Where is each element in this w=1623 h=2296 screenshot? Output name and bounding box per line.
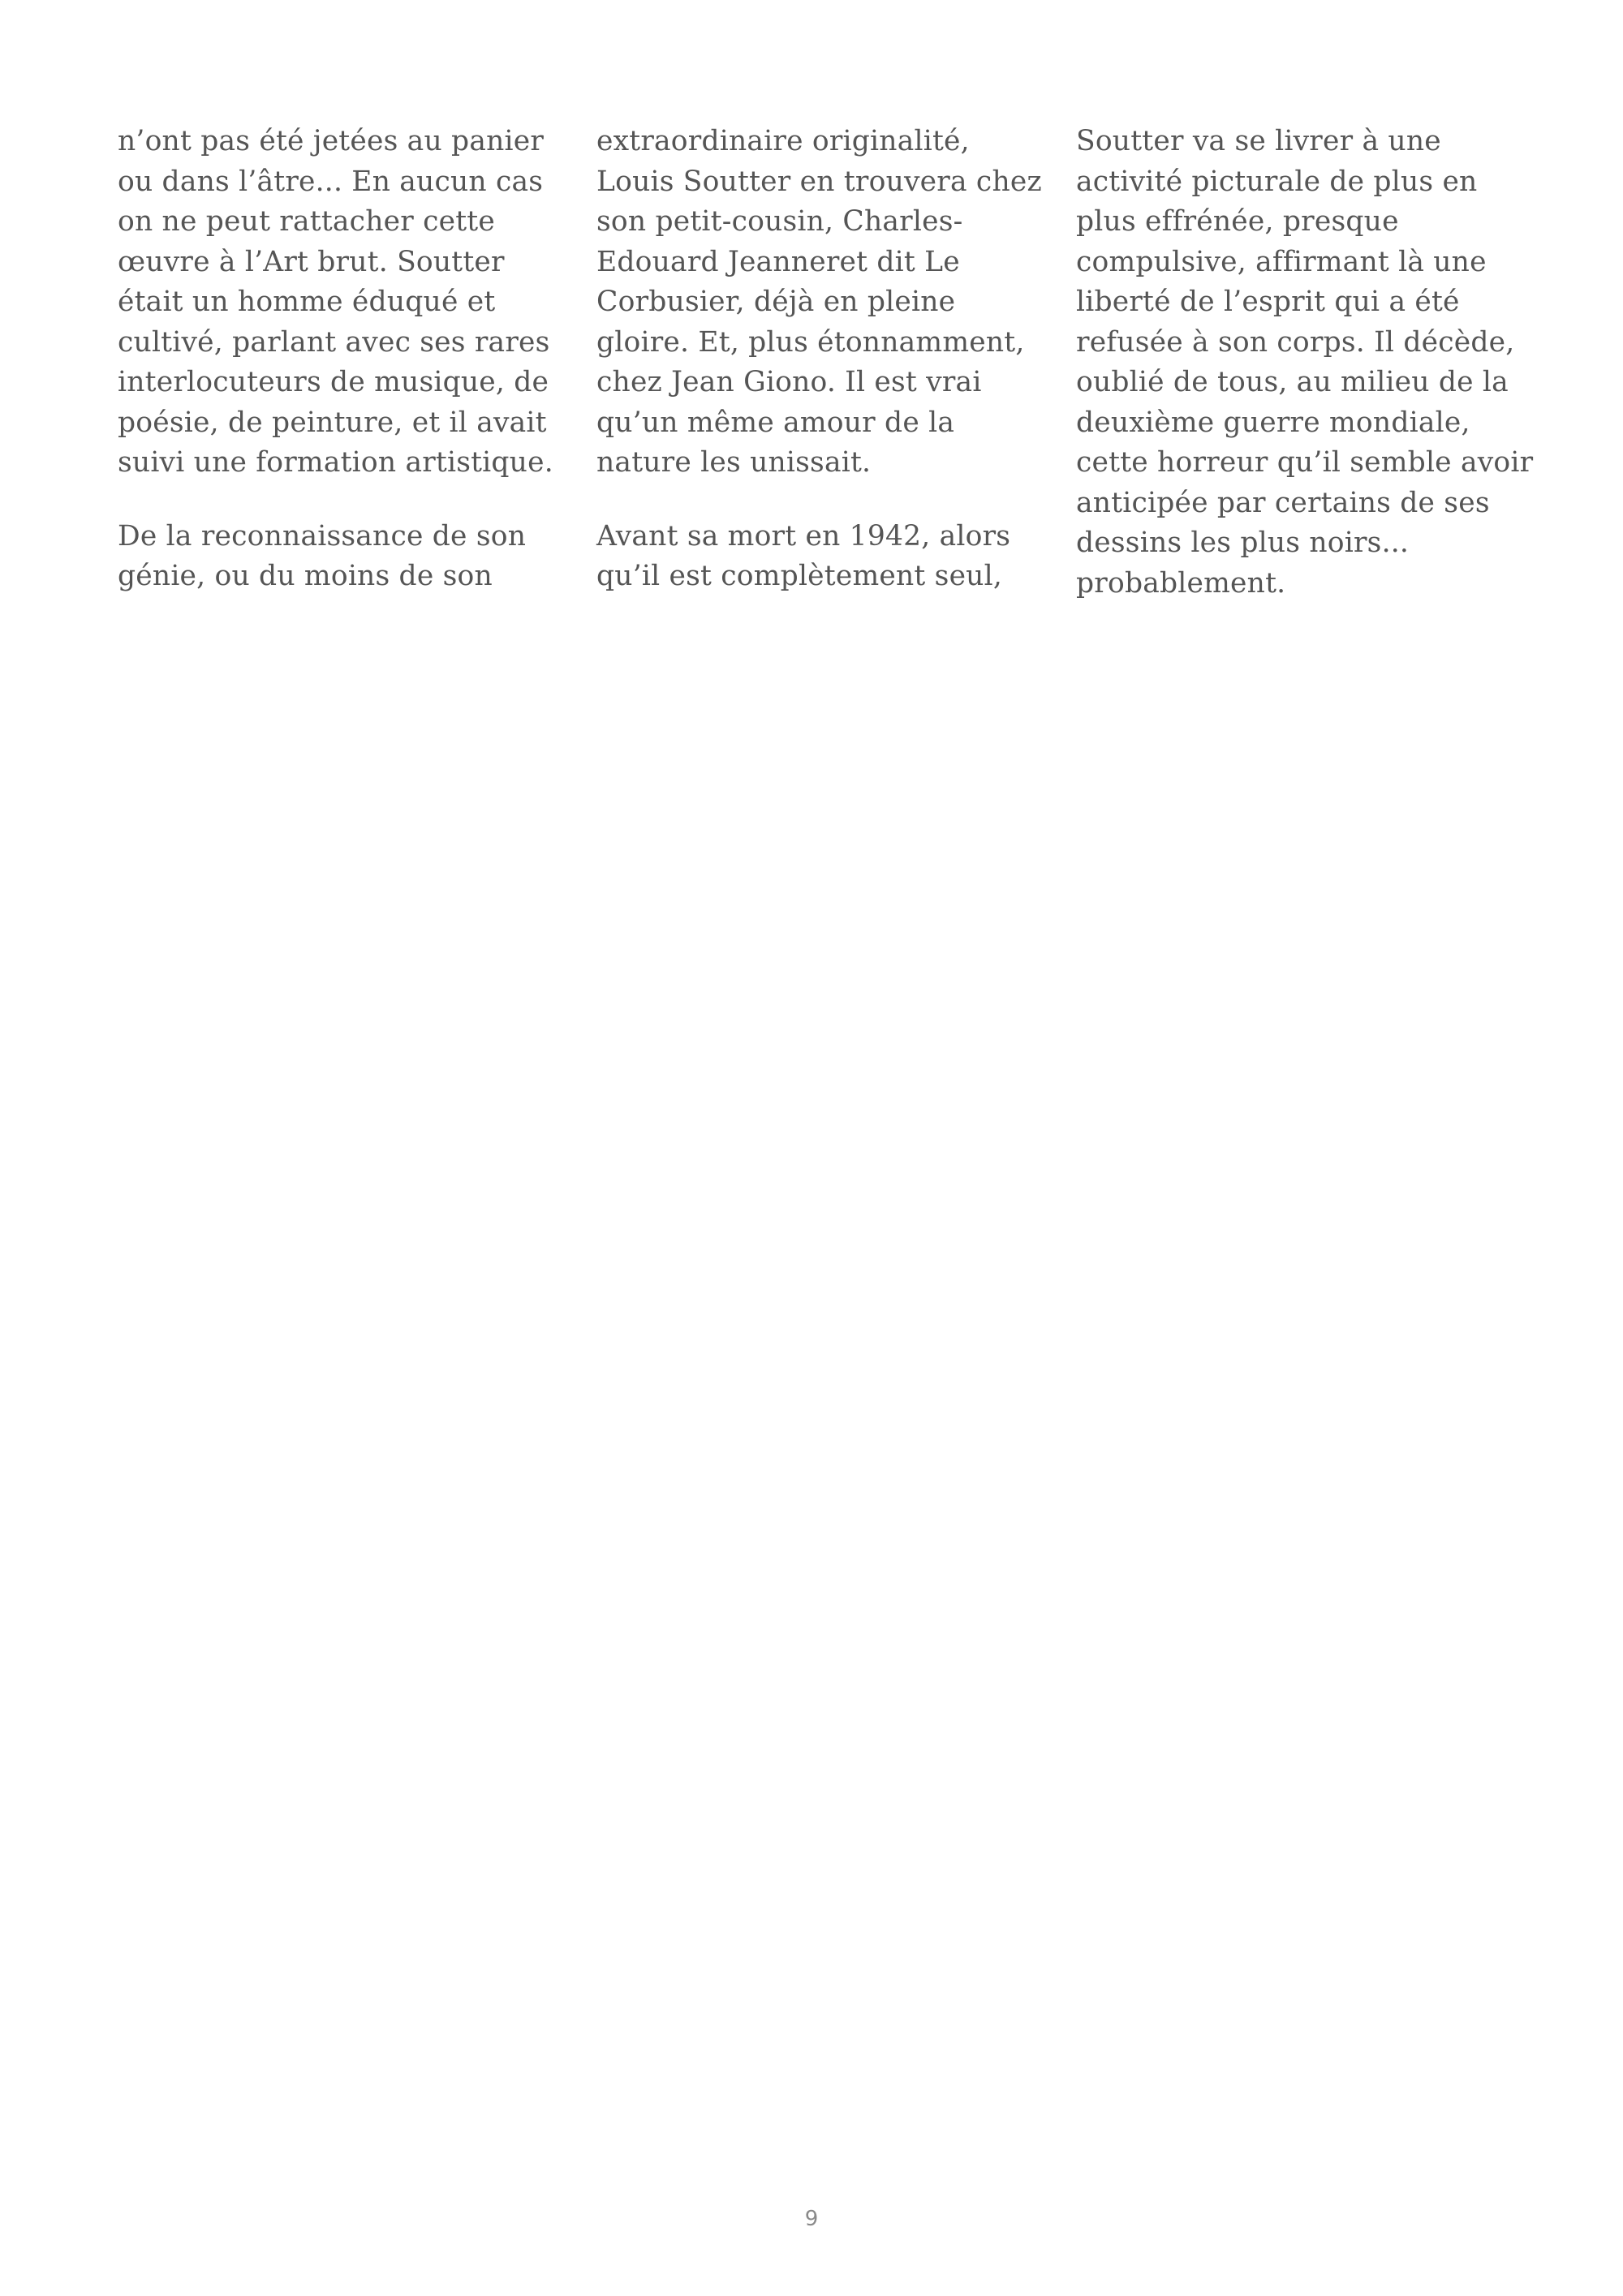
text-line: chez Jean Giono. Il est vrai [596, 366, 982, 398]
text-line: nature les unissait. [596, 446, 872, 479]
text-line: cultivé, parlant avec ses rares [118, 325, 550, 359]
text-line: De la reconnaissance de son [118, 519, 527, 553]
text-line: probablement. [1076, 566, 1286, 600]
text-line: n’ont pas été jetées au panier [118, 125, 545, 157]
text-line: Corbusier, déjà en pleine [596, 286, 956, 318]
text-line: dessins les plus noirs... [1076, 527, 1410, 559]
text-column-1 [118, 122, 560, 597]
text-column-3 [1076, 122, 1534, 604]
text-line: deuxième guerre mondiale, [1076, 406, 1470, 439]
text-line: Louis Soutter en trouvera chez [596, 165, 1042, 198]
text-line: compulsive, affirmant là une [1076, 245, 1487, 278]
text-line: plus effrénée, presque [1076, 205, 1399, 238]
text-line: qu’un même amour de la [596, 406, 955, 439]
text-line: oublié de tous, au milieu de la [1076, 366, 1509, 398]
paragraph [596, 517, 1039, 597]
text-line: liberté de l’esprit qui a été [1076, 286, 1460, 318]
text-line: ou dans l’âtre... En aucun cas [118, 165, 544, 198]
text-column-2 [596, 122, 1042, 597]
paragraph [596, 122, 1042, 484]
text-line: Edouard Jeanneret dit Le [596, 245, 960, 278]
text-line: était un homme éduqué et [118, 286, 496, 318]
text-line: génie, ou du moins de son [118, 560, 493, 592]
text-line: Avant sa mort en 1942, alors [596, 519, 1011, 553]
text-line: qu’il est complètement seul, [596, 560, 1003, 592]
text-line: son petit-cousin, Charles- [596, 205, 963, 238]
paragraph [1076, 122, 1534, 604]
text-line: interlocuteurs de musique, de [118, 366, 549, 398]
text-line: extraordinaire originalité, [596, 125, 970, 157]
paragraph [118, 517, 560, 597]
text-line: on ne peut rattacher cette [118, 205, 495, 238]
text-line: suivi une formation artistique. [118, 446, 553, 479]
text-line: Soutter va se livrer à une [1076, 125, 1441, 157]
text-line: refusée à son corps. Il décède, [1076, 325, 1515, 359]
paragraph [118, 122, 560, 484]
page-number: 9 [804, 2207, 819, 2231]
text-line: activité picturale de plus en [1076, 165, 1478, 198]
text-line: anticipée par certains de ses [1076, 486, 1490, 519]
text-line: œuvre à l’Art brut. Soutter [118, 245, 505, 278]
text-line: poésie, de peinture, et il avait [118, 406, 547, 439]
text-line: cette horreur qu’il semble avoir [1076, 446, 1534, 479]
text-line: gloire. Et, plus étonnamment, [596, 325, 1025, 359]
